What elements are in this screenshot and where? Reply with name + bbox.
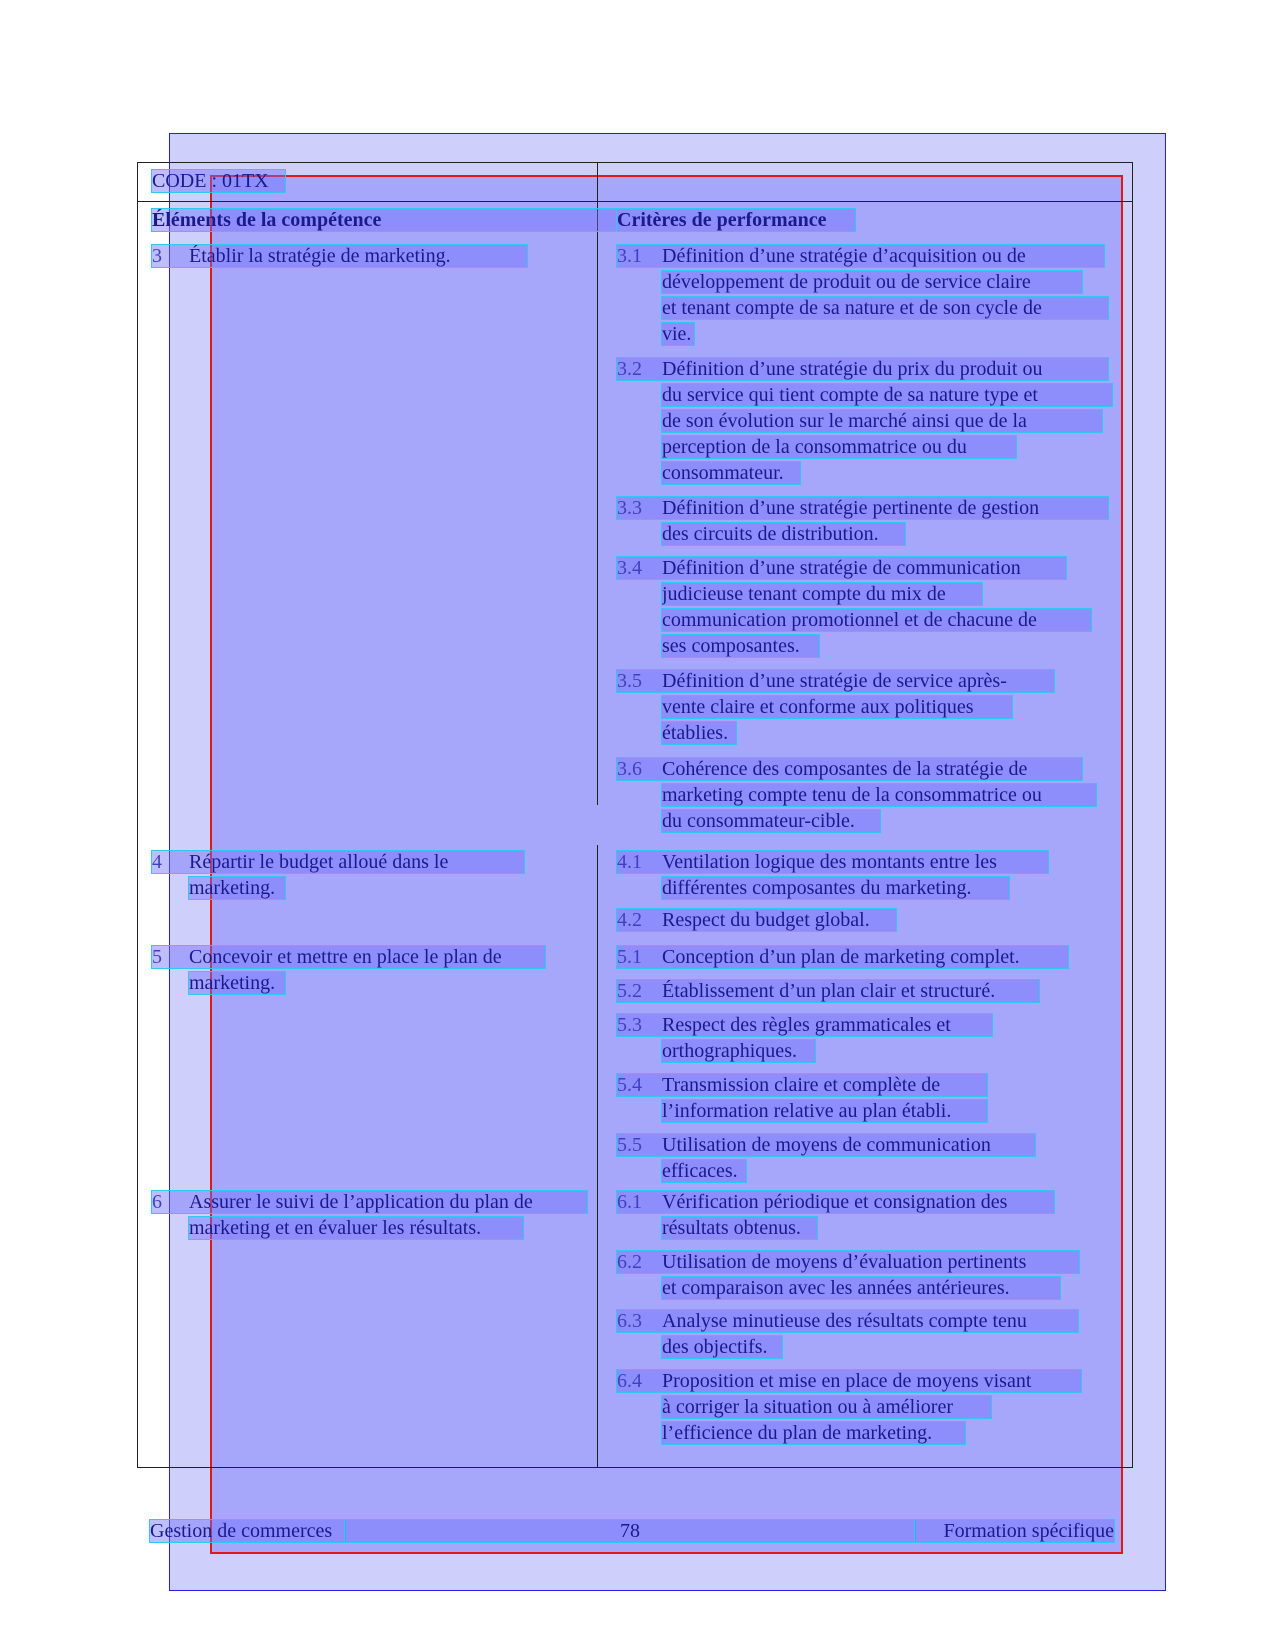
footer-left: Gestion de commerces — [150, 1520, 345, 1542]
criterion-text: Définition d’une stratégie pertinente de gestion — [617, 497, 1108, 519]
criterion-number: 5.4 — [617, 1074, 642, 1096]
element-number: 3 — [152, 245, 162, 267]
criterion-text: Définition d’une stratégie de communication — [617, 557, 1066, 579]
criterion-number: 6.4 — [617, 1370, 642, 1392]
criterion-text: efficaces. — [662, 1160, 746, 1182]
criterion-number: 3.3 — [617, 497, 642, 519]
element-text: Concevoir et mettre en place le plan de — [152, 946, 545, 968]
criterion-number: 5.2 — [617, 980, 642, 1002]
criterion-text: Utilisation de moyens de communication — [617, 1134, 1035, 1156]
criterion-text: Vérification périodique et consignation des — [617, 1191, 1054, 1213]
criterion-text: vente claire et conforme aux politiques — [662, 696, 1012, 718]
criterion-number: 5.1 — [617, 946, 642, 968]
criterion-text: Respect des règles grammaticales et — [617, 1014, 992, 1036]
criterion-text: Cohérence des composantes de la stratégie de — [617, 758, 1082, 780]
criterion-number: 5.3 — [617, 1014, 642, 1036]
criterion-text: ses composantes. — [662, 635, 819, 657]
criterion-text: vie. — [662, 323, 694, 345]
criterion-number: 6.1 — [617, 1191, 642, 1213]
criterion-number: 4.2 — [617, 909, 642, 931]
criterion-text: et comparaison avec les années antérieures. — [662, 1277, 1060, 1299]
footer-right: Formation spécifique — [915, 1520, 1114, 1542]
criterion-text: résultats obtenus. — [662, 1217, 817, 1239]
criterion-text: Proposition et mise en place de moyens visant — [617, 1370, 1081, 1392]
criterion-number: 4.1 — [617, 851, 642, 873]
criterion-text: du service qui tient compte de sa nature type et — [662, 384, 1112, 406]
criterion-text: du consommateur-cible. — [662, 810, 880, 832]
footer-page-number: 78 — [345, 1520, 915, 1542]
criterion-text: Définition d’une stratégie du prix du produit ou — [617, 358, 1108, 380]
criterion-text: marketing compte tenu de la consommatrice ou — [662, 784, 1096, 806]
element-text: marketing. — [189, 972, 285, 994]
header-elements: Éléments de la compétence — [152, 209, 616, 231]
criterion-text: Conception d’un plan de marketing complet. — [617, 946, 1068, 968]
criterion-text: orthographiques. — [662, 1040, 815, 1062]
criterion-text: Utilisation de moyens d’évaluation pertinents — [617, 1251, 1079, 1273]
criterion-number: 3.5 — [617, 670, 642, 692]
criterion-number: 5.5 — [617, 1134, 642, 1156]
criterion-text: de son évolution sur le marché ainsi que de la — [662, 410, 1102, 432]
criterion-number: 3.4 — [617, 557, 642, 579]
criterion-number: 6.2 — [617, 1251, 642, 1273]
element-text: Répartir le budget alloué dans le — [152, 851, 524, 873]
element-text: Établir la stratégie de marketing. — [152, 245, 527, 267]
criterion-text: Transmission claire et complète de — [617, 1074, 987, 1096]
element-number: 4 — [152, 851, 162, 873]
criterion-text: des objectifs. — [662, 1336, 782, 1358]
criterion-text: différentes composantes du marketing. — [662, 877, 1009, 899]
criterion-text: Définition d’une stratégie d’acquisition ou de — [617, 245, 1104, 267]
header-criteria: Critères de performance — [617, 209, 855, 231]
criterion-text: Définition d’une stratégie de service après- — [617, 670, 1054, 692]
criterion-number: 3.2 — [617, 358, 642, 380]
criterion-text: l’efficience du plan de marketing. — [662, 1422, 965, 1444]
criterion-text: développement de produit ou de service claire — [662, 271, 1082, 293]
criterion-text: l’information relative au plan établi. — [662, 1100, 987, 1122]
element-number: 6 — [152, 1191, 162, 1213]
element-text: Assurer le suivi de l’application du plan de — [152, 1191, 587, 1213]
criterion-text: Analyse minutieuse des résultats compte tenu — [617, 1310, 1078, 1332]
code-label: CODE : 01TX — [152, 170, 285, 192]
criterion-text: des circuits de distribution. — [662, 523, 905, 545]
criterion-text: établies. — [662, 722, 736, 744]
criterion-text: Respect du budget global. — [617, 909, 896, 931]
criterion-text: Établissement d’un plan clair et structuré. — [617, 980, 1039, 1002]
criterion-text: perception de la consommatrice ou du — [662, 436, 1016, 458]
criterion-text: Ventilation logique des montants entre les — [617, 851, 1048, 873]
criterion-text: consommateur. — [662, 462, 800, 484]
criterion-number: 3.1 — [617, 245, 642, 267]
criterion-text: à corriger la situation ou à améliorer — [662, 1396, 991, 1418]
element-text: marketing. — [189, 877, 285, 899]
criterion-text: et tenant compte de sa nature et de son cycle de — [662, 297, 1108, 319]
table-header-divider — [137, 201, 1133, 202]
criterion-text: judicieuse tenant compte du mix de — [662, 583, 982, 605]
element-text: marketing et en évaluer les résultats. — [189, 1217, 523, 1239]
element-number: 5 — [152, 946, 162, 968]
criterion-number: 6.3 — [617, 1310, 642, 1332]
criterion-text: communication promotionnel et de chacune de — [662, 609, 1091, 631]
criterion-number: 3.6 — [617, 758, 642, 780]
